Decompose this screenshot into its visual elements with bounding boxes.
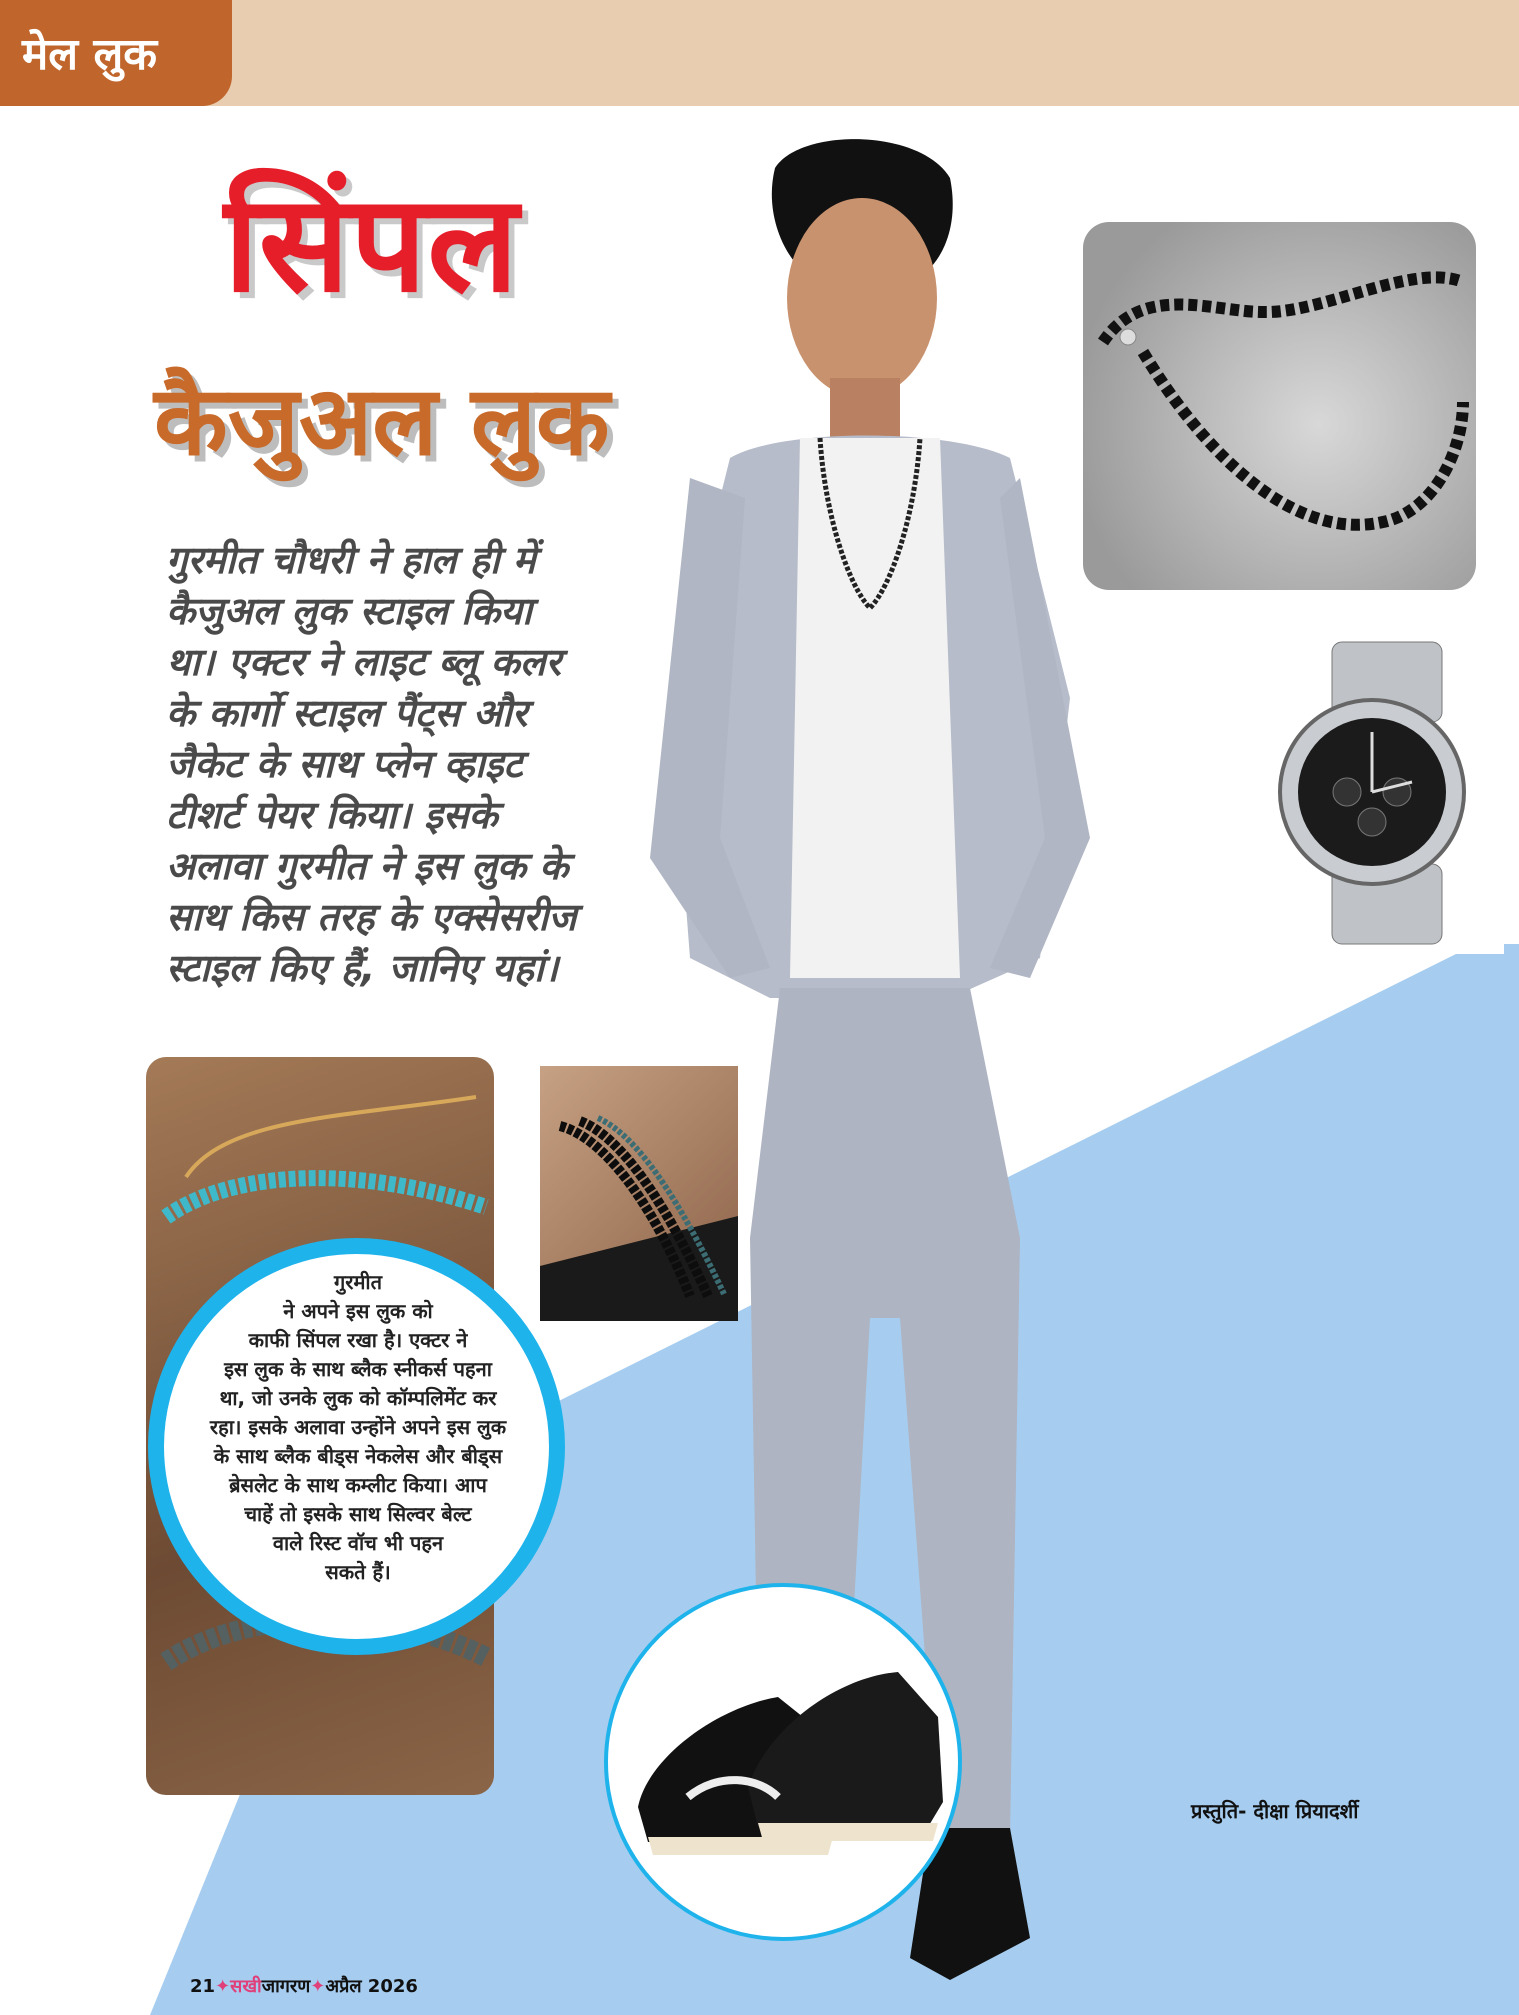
bubble-line: था, जो उनके लुक को कॉम्पलिमेंट कर [219, 1386, 497, 1410]
bubble-line: गुरमीत [334, 1270, 382, 1294]
page-number: 21 [190, 1976, 216, 1997]
headline-line-2: कैजुअल लुक [154, 365, 610, 477]
sneakers-photo [604, 1583, 962, 1941]
bubble-line: ब्रेसलेट के साथ कम्लीट किया। आप [229, 1473, 487, 1497]
section-tag-label: मेल लुक [22, 29, 158, 80]
brand-name-a: सखी [230, 1976, 262, 1997]
bubble-line: इस लुक के साथ ब्लैक स्नीकर्स पहना [224, 1357, 492, 1381]
watch-image [1252, 632, 1504, 954]
wrist-watch-photo [1252, 632, 1504, 954]
intro-line: स्टाइल किए हैं, जानिए यहां। [166, 946, 559, 990]
bubble-line: वाले रिस्ट वॉच भी पहन [272, 1531, 444, 1555]
star-icon: ✦ [310, 1976, 326, 1997]
star-icon: ✦ [215, 1976, 231, 1997]
bubble-line: सकते हैं। [325, 1560, 391, 1584]
intro-line: अलावा गुरमीत ने इस लुक के [166, 844, 569, 888]
intro-line: था। एक्टर ने लाइट ब्लू कलर [166, 640, 562, 684]
intro-line: गुरमीत चौधरी ने हाल ही में [166, 538, 536, 582]
intro-line: टीशर्ट पेयर किया। इसके [166, 793, 498, 837]
bubble-line: काफी सिंपल रखा है। एक्टर ने [248, 1328, 468, 1352]
brand-name-b: जागरण [261, 1976, 311, 1997]
bubble-line: चाहें तो इसके साथ सिल्वर बेल्ट [244, 1502, 472, 1526]
sneakers-image [608, 1587, 958, 1937]
headline-line-1: सिंपल [224, 166, 520, 322]
intro-line: जैकेट के साथ प्लेन व्हाइट [166, 742, 523, 786]
bubble-line: रहा। इसके अलावा उन्होंने अपने इस लुक [209, 1415, 507, 1439]
bubble-line: ने अपने इस लुक को [283, 1299, 433, 1323]
page-footer [190, 1974, 418, 1998]
intro-line: के कार्गो स्टाइल पैंट्स और [166, 691, 528, 735]
intro-line: साथ किस तरह के एक्सेसरीज [166, 895, 577, 939]
credit-line: प्रस्तुति- दीक्षा प्रियादर्शी [1191, 1799, 1359, 1823]
info-bubble-text [158, 1268, 558, 1587]
intro-paragraph [166, 535, 636, 994]
issue-date: अप्रैल 2026 [325, 1976, 418, 1997]
intro-line: कैजुअल लुक स्टाइल किया [166, 589, 532, 633]
bubble-line: के साथ ब्लैक बीड्स नेकलेस और बीड्स [213, 1444, 503, 1468]
